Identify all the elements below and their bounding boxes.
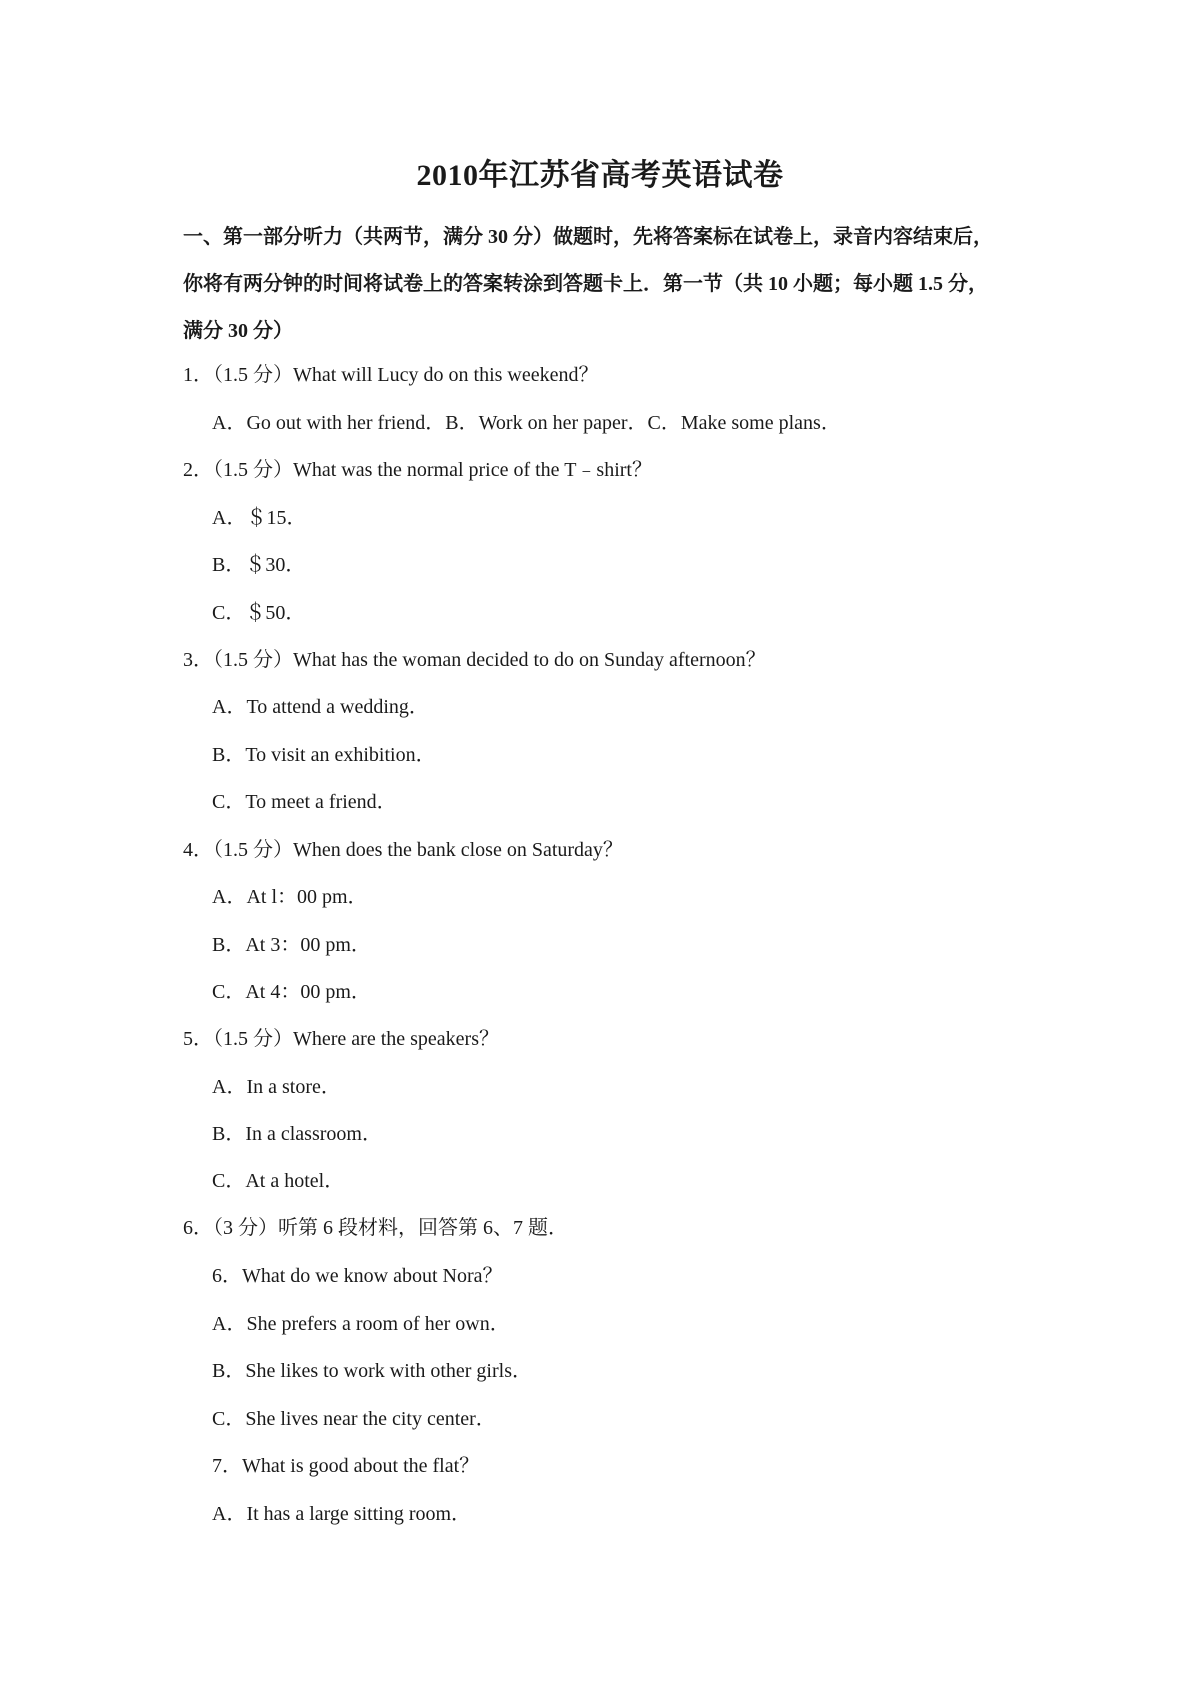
section-line: 满分 30 分） xyxy=(183,320,293,342)
option-a: A．To attend a wedding． xyxy=(212,696,429,718)
option-c: C．At a hotel． xyxy=(212,1170,345,1192)
question-5: 5．（1.5 分）Where are the speakers？ xyxy=(183,1028,499,1050)
option-b: B．＄30． xyxy=(212,554,306,576)
option-c: C．To meet a friend． xyxy=(212,791,397,813)
section-line: 你将有两分钟的时间将试卷上的答案转涂到答题卡上．第一节（共 10 小题；每小题 1.5 分， xyxy=(183,273,988,295)
option-a: A．She prefers a room of her own． xyxy=(212,1313,510,1335)
question-3: 3．（1.5 分）What has the woman decided to do on Sunday afternoon？ xyxy=(183,649,766,671)
question-1-options: A．Go out with her friend．B．Work on her paper．C．Make some plans． xyxy=(212,412,841,434)
section-instructions xyxy=(183,214,1043,355)
option-b: B．To visit an exhibition． xyxy=(212,744,436,766)
option-b: B．At 3：00 pm． xyxy=(212,934,371,956)
option-c: C．She lives near the city center． xyxy=(212,1408,496,1430)
option-b: B．In a classroom． xyxy=(212,1123,382,1145)
option-a: A．＄15． xyxy=(212,507,307,529)
page-title: 2010年江苏省高考英语试卷 xyxy=(416,159,784,192)
question-6: 6．（3 分）听第 6 段材料，回答第 6、7 题． xyxy=(183,1217,568,1239)
section-line: 一、第一部分听力（共两节，满分 30 分）做题时，先将答案标在试卷上，录音内容结束后， xyxy=(183,226,993,248)
option-b: B．She likes to work with other girls． xyxy=(212,1360,532,1382)
option-a: A．It has a large sitting room． xyxy=(212,1503,472,1525)
question-4: 4．（1.5 分）When does the bank close on Saturday？ xyxy=(183,839,623,861)
option-c: C．At 4：00 pm． xyxy=(212,981,371,1003)
option-c: C．＄50． xyxy=(212,602,306,624)
option-a: A．In a store． xyxy=(212,1076,341,1098)
question-2: 2．（1.5 分）What was the normal price of the T﹣shirt？ xyxy=(183,459,652,481)
sub-question-7: 7．What is good about the flat？ xyxy=(212,1455,480,1477)
option-a: A．At l：00 pm． xyxy=(212,886,368,908)
sub-question-6: 6．What do we know about Nora？ xyxy=(212,1265,503,1287)
question-1: 1．（1.5 分）What will Lucy do on this weekend？ xyxy=(183,364,599,386)
